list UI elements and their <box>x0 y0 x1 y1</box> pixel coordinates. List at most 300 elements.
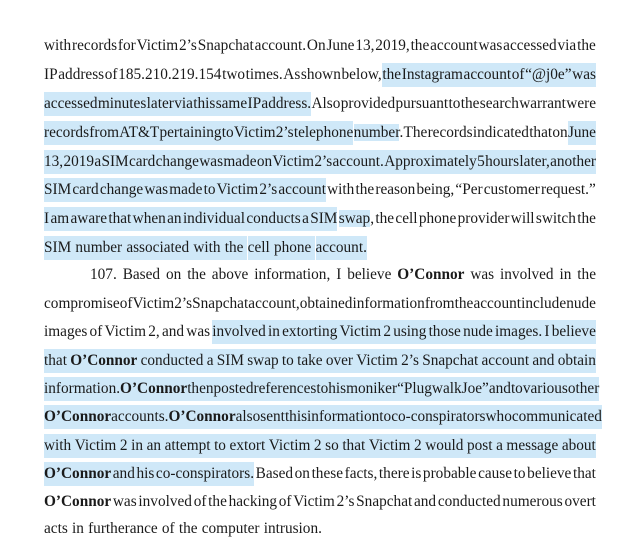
word-text: swap <box>338 210 371 227</box>
word-text: over <box>325 352 353 369</box>
word-text: involved <box>212 323 266 340</box>
word-text: his <box>136 465 155 482</box>
word <box>356 349 398 373</box>
word-text: search <box>479 95 519 112</box>
word-text: telephone <box>293 124 354 141</box>
word <box>375 178 415 202</box>
bold-name: O’Connor <box>44 465 112 482</box>
word <box>44 377 120 401</box>
word-text: made <box>169 181 203 198</box>
word-text: Victim <box>233 124 276 141</box>
word-text: images. <box>495 323 543 340</box>
word-text: computer <box>201 520 260 537</box>
word-text: for <box>117 37 136 54</box>
word-text: “PlugwalkJoe” <box>397 380 489 397</box>
word <box>144 178 168 202</box>
word <box>558 34 577 58</box>
word-text: Victim <box>216 181 259 198</box>
word-text: Also <box>311 95 341 112</box>
word <box>94 150 101 174</box>
word <box>325 434 339 458</box>
word <box>342 63 382 87</box>
word <box>382 63 401 87</box>
word-text: reason <box>375 181 416 198</box>
word <box>295 462 310 486</box>
word-text: 5 <box>477 153 485 170</box>
word-text: overt <box>564 493 596 510</box>
word <box>544 320 549 344</box>
word-text: an <box>146 437 162 454</box>
word <box>572 63 596 87</box>
word <box>519 150 549 174</box>
word-text: to <box>281 352 294 369</box>
word-text: swap <box>247 352 279 369</box>
word <box>214 377 254 401</box>
word <box>44 92 98 116</box>
word-text: cell <box>395 210 418 227</box>
word-text: also <box>235 408 261 425</box>
word-text: was <box>199 153 224 170</box>
word <box>502 490 562 514</box>
word-text: intrusion. <box>263 520 322 537</box>
word <box>484 178 540 202</box>
word-text: account <box>473 295 522 312</box>
word <box>199 150 223 174</box>
word <box>428 121 473 145</box>
word <box>147 92 174 116</box>
word <box>212 320 266 344</box>
word <box>419 207 456 231</box>
word <box>458 207 510 231</box>
word-text: is <box>411 465 422 482</box>
word-text: 2019, <box>375 37 410 54</box>
word-text: was <box>478 37 503 54</box>
word <box>293 490 335 514</box>
word <box>269 434 311 458</box>
word <box>136 462 154 486</box>
word <box>404 121 428 145</box>
word-text: the <box>224 239 244 256</box>
text-line <box>44 63 596 87</box>
word-text: from <box>424 295 455 312</box>
word-text: in <box>268 323 280 340</box>
word-text: June <box>326 37 355 54</box>
word-text: of <box>89 323 103 340</box>
word-text: individual <box>182 210 245 227</box>
word <box>222 121 234 145</box>
word <box>126 236 189 260</box>
word <box>138 490 192 514</box>
word <box>506 434 558 458</box>
word-text: IP <box>44 66 58 83</box>
word <box>108 207 131 231</box>
word <box>44 462 111 486</box>
word <box>482 349 530 373</box>
word-text: to <box>203 181 216 198</box>
word-text: involved <box>138 493 192 510</box>
word <box>75 434 117 458</box>
word <box>294 121 353 145</box>
word <box>216 92 247 116</box>
word-text: obtained <box>299 295 353 312</box>
word <box>310 207 337 231</box>
word <box>416 178 454 202</box>
word-text: in <box>559 266 572 283</box>
word <box>332 150 383 174</box>
word <box>162 517 175 541</box>
word-text: with <box>44 37 72 54</box>
word <box>307 405 379 429</box>
word <box>236 405 261 429</box>
word-text: I <box>44 210 50 227</box>
word <box>247 92 261 116</box>
word-text: 185.210.219.154 <box>118 66 222 83</box>
word <box>194 490 207 514</box>
word <box>261 92 311 116</box>
word <box>485 150 519 174</box>
word <box>131 434 143 458</box>
word <box>519 92 566 116</box>
word-text: information, <box>254 266 331 283</box>
word-text: accessed <box>44 95 98 112</box>
word-text: later <box>146 95 174 112</box>
text-line <box>44 517 596 541</box>
word <box>71 207 108 231</box>
word <box>463 320 493 344</box>
text-line <box>44 207 596 231</box>
word-text: references <box>253 380 317 397</box>
word <box>527 462 571 486</box>
word-text: conducts <box>246 210 301 227</box>
word <box>118 63 221 87</box>
word-text: 2 <box>313 437 322 454</box>
word-text: then <box>187 380 214 397</box>
word <box>44 34 71 58</box>
word-text: to <box>316 380 329 397</box>
word <box>512 63 525 87</box>
word-text: 2 <box>119 437 128 454</box>
word <box>559 263 571 287</box>
word <box>512 405 602 429</box>
word-text: , <box>370 210 375 227</box>
word <box>565 490 596 514</box>
word <box>302 207 309 231</box>
word <box>179 517 198 541</box>
word-text: the <box>577 37 596 54</box>
word-text: Victim <box>74 437 117 454</box>
word-text: records <box>427 124 473 141</box>
text-line <box>44 462 596 486</box>
word <box>133 292 175 316</box>
word-text: posted <box>213 380 254 397</box>
word <box>137 34 179 58</box>
word-text: 107. <box>90 266 117 283</box>
word-text: Victim <box>356 352 398 369</box>
word <box>473 292 521 316</box>
word-text: 13, <box>355 37 375 54</box>
word <box>229 490 277 514</box>
word <box>402 63 463 87</box>
word-text: address <box>58 66 105 83</box>
word <box>174 92 193 116</box>
word-text: would <box>425 437 464 454</box>
word-text: SIM <box>44 181 72 198</box>
word-text: account. <box>254 37 307 54</box>
word <box>566 92 596 116</box>
word-text: cell <box>247 239 270 256</box>
word <box>187 263 206 287</box>
word-text: images <box>44 323 88 340</box>
word <box>353 292 425 316</box>
word-text: communicated <box>511 408 602 425</box>
word <box>345 462 378 486</box>
word-text: 2’s <box>275 124 294 141</box>
word <box>167 207 181 231</box>
word-text: moniker <box>346 380 398 397</box>
word-text: associated <box>126 239 190 256</box>
word <box>566 292 596 316</box>
word <box>44 320 87 344</box>
word <box>246 207 300 231</box>
word-text: account <box>278 181 326 198</box>
word <box>90 263 117 287</box>
word-text: obtain <box>557 352 596 369</box>
word <box>327 178 354 202</box>
word-text: facts, <box>344 465 378 482</box>
text-line <box>44 236 596 260</box>
word-text: co-conspirators. <box>155 465 255 482</box>
word-text: accounts. <box>111 408 169 425</box>
word-text: hacking <box>228 493 278 510</box>
word <box>260 405 285 429</box>
word <box>395 92 448 116</box>
word-text: in <box>71 520 84 537</box>
word-text: conducted <box>140 352 204 369</box>
word <box>448 92 460 116</box>
word <box>246 63 283 87</box>
word <box>511 207 535 231</box>
word-text: switch <box>535 210 576 227</box>
word <box>276 121 294 145</box>
word-text: of <box>511 66 525 83</box>
bold-name: O’Connor <box>168 408 236 425</box>
word <box>562 434 596 458</box>
word <box>523 377 568 401</box>
word <box>511 377 523 401</box>
word <box>307 34 326 58</box>
word <box>192 292 248 316</box>
word-text: Victim <box>272 153 314 170</box>
word <box>375 34 409 58</box>
word-text: records <box>72 37 118 54</box>
word <box>525 63 571 87</box>
word <box>217 349 244 373</box>
word <box>336 263 341 287</box>
text-line <box>44 121 596 145</box>
word-text: numerous <box>502 493 563 510</box>
word <box>478 462 512 486</box>
word-text: Victim <box>368 437 411 454</box>
word-text: aware <box>70 210 108 227</box>
word-text: extorting <box>282 323 338 340</box>
word <box>101 150 128 174</box>
word <box>179 34 197 58</box>
text-line <box>44 405 602 429</box>
text-line <box>44 178 596 202</box>
word-text: was <box>144 181 169 198</box>
text-line <box>44 377 600 401</box>
word-text: and <box>413 493 437 510</box>
word <box>285 405 307 429</box>
word-text: include <box>521 295 567 312</box>
word <box>89 121 119 145</box>
word <box>272 150 314 174</box>
word <box>282 320 337 344</box>
word <box>467 434 493 458</box>
word-text: AT&T <box>119 124 160 141</box>
word <box>159 121 221 145</box>
word-text: a <box>94 153 102 170</box>
word <box>414 434 422 458</box>
word-text: “@j0e” <box>525 66 572 83</box>
word-text: on <box>256 153 273 170</box>
word <box>63 150 94 174</box>
word-text: on <box>165 266 182 283</box>
word-text: involved <box>500 266 554 283</box>
word-text: of <box>161 520 175 537</box>
paragraph-107-first-line <box>90 263 596 287</box>
word-text: that <box>108 210 132 227</box>
word <box>44 207 49 231</box>
word <box>314 150 332 174</box>
word <box>486 405 512 429</box>
word-text: card <box>72 181 99 198</box>
word-text: provided <box>340 95 396 112</box>
word <box>120 434 128 458</box>
word <box>274 236 311 260</box>
word-text: records <box>44 124 90 141</box>
word-text: address. <box>261 95 312 112</box>
word-text: account, <box>248 295 300 312</box>
text-line <box>44 490 596 514</box>
word <box>314 434 322 458</box>
word <box>297 349 322 373</box>
word-text: change <box>155 153 199 170</box>
word <box>532 349 554 373</box>
word <box>489 377 511 401</box>
word-text: hours <box>485 153 520 170</box>
word-text: SIM <box>310 210 338 227</box>
word-text: indicated <box>472 124 529 141</box>
word <box>148 320 159 344</box>
word <box>411 462 421 486</box>
word <box>337 490 355 514</box>
word-text: the <box>577 266 596 283</box>
word <box>312 462 343 486</box>
word <box>397 263 464 287</box>
word <box>44 178 71 202</box>
word-text: probable <box>422 465 477 482</box>
word <box>156 150 199 174</box>
word <box>328 377 346 401</box>
bold-name: O’Connor <box>44 493 112 510</box>
word-text: On <box>306 37 326 54</box>
word-text: believe <box>527 465 572 482</box>
word <box>208 490 227 514</box>
word <box>395 207 417 231</box>
word-text: the <box>178 520 198 537</box>
word <box>397 377 489 401</box>
word <box>44 434 71 458</box>
word <box>301 63 341 87</box>
word <box>500 263 554 287</box>
word-text: who <box>485 408 512 425</box>
word-text: above <box>211 266 249 283</box>
word <box>347 263 391 287</box>
word-text: believe <box>347 266 392 283</box>
word-text: pertaining <box>159 124 222 141</box>
word <box>222 63 245 87</box>
word <box>470 263 494 287</box>
word-text: other <box>567 380 600 397</box>
bold-name: O’Connor <box>397 266 465 283</box>
word-text: As <box>283 66 301 83</box>
word-text: 13, <box>44 153 64 170</box>
word <box>255 34 306 58</box>
word <box>113 490 137 514</box>
word-text: SIM <box>216 352 244 369</box>
word-text: Victim <box>132 295 175 312</box>
word-text: co-conspirators <box>391 408 486 425</box>
word-text: conducted <box>437 493 501 510</box>
word-text: information. <box>44 380 121 397</box>
word-text: the <box>460 95 480 112</box>
word <box>430 34 478 58</box>
word-text: “Per <box>455 181 483 198</box>
word <box>169 178 202 202</box>
word-text: Victim <box>293 493 335 510</box>
word-text: Victim <box>136 37 179 54</box>
word <box>72 34 117 58</box>
word-text: shown <box>300 66 341 83</box>
word <box>44 63 58 87</box>
word-text: am <box>50 210 70 227</box>
word <box>311 92 340 116</box>
word <box>354 121 404 145</box>
word <box>577 34 596 58</box>
word-text: SIM <box>44 239 72 256</box>
word-text: Snapchat <box>422 352 479 369</box>
word-text: about <box>561 437 596 454</box>
word-text: compromise <box>44 295 120 312</box>
word-text: account. <box>315 239 367 256</box>
word-text: the <box>410 37 430 54</box>
word <box>119 121 159 145</box>
word-text: later, <box>519 153 550 170</box>
word-text: IP <box>247 95 262 112</box>
word <box>217 178 259 202</box>
word <box>44 150 63 174</box>
word <box>384 150 477 174</box>
word <box>552 320 596 344</box>
word <box>44 236 71 260</box>
word <box>44 405 111 429</box>
word-text: number <box>353 124 400 141</box>
word <box>193 92 215 116</box>
word-text: times. <box>245 66 283 83</box>
word <box>279 490 292 514</box>
word-text: sent <box>260 408 285 425</box>
